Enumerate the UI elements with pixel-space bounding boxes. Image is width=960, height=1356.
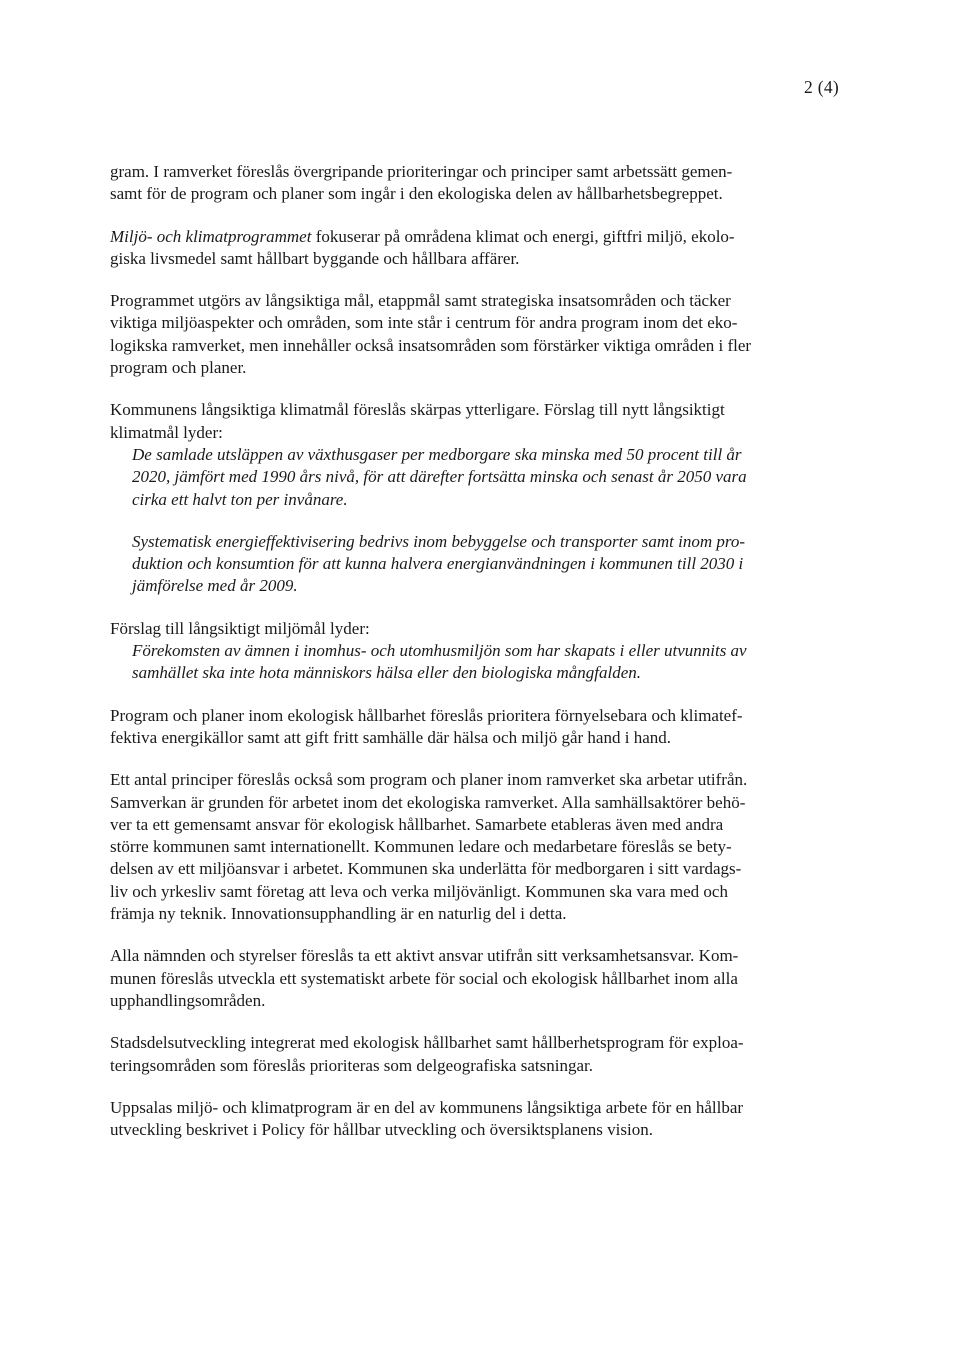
text-line: Samverkan är grunden för arbetet inom det ekologiska ramverket. Alla samhällsaktörer behö-	[110, 792, 746, 812]
text-line: Kommunens långsiktiga klimatmål föreslås skärpas ytterligare. Förslag till nytt långsiktigt	[110, 400, 725, 420]
paragraph-principles	[110, 769, 842, 925]
document-body	[110, 161, 842, 1161]
text-line: teringsområden som föreslås prioriteras som delgeografiska satsningar.	[110, 1055, 593, 1075]
quote-line: duktion och konsumtion för att kunna halvera energianvändningen i kommunen till 2030 i	[132, 554, 744, 574]
quote-line: 2020, jämfört med 1990 års nivå, för att därefter fortsätta minska och senast år 2050 vara	[132, 467, 747, 487]
quote-line: Systematisk energieffektivisering bedrivs inom bebyggelse och transporter samt inom pro-	[132, 531, 745, 551]
text-line: klimatmål lyder:	[110, 422, 223, 442]
page-number: 2 (4)	[803, 77, 839, 97]
text-line: Alla nämnden och styrelser föreslås ta ett aktivt ansvar utifrån sitt verksamhetsansvar. Kom-	[110, 946, 739, 966]
text-line: Stadsdelsutveckling integrerat med ekologisk hållbarhet samt hållberhetsprogram för exploa-	[110, 1033, 744, 1053]
paragraph-district-development	[110, 1032, 842, 1077]
paragraph-program-focus	[110, 226, 842, 271]
text-line: fektiva energikällor samt att gift fritt samhälle där hälsa och miljö går hand i hand.	[110, 727, 671, 747]
paragraph-program-structure	[110, 290, 842, 379]
text-line: ver ta ett gemensamt ansvar för ekologisk hållbarhet. Samarbete etableras även med andra	[110, 814, 724, 834]
paragraph-responsibility	[110, 945, 842, 1012]
text-line: logikska ramverket, men innehåller också insatsområden som förstärker viktiga områden i fler	[110, 335, 752, 355]
text-line: giska livsmedel samt hållbart byggande och hållbara affärer.	[110, 248, 520, 268]
paragraph-energy-sources	[110, 705, 842, 750]
text-line: delsen av ett miljöansvar i arbetet. Kommunen ska underlätta för medborgaren i sitt vardags-	[110, 859, 742, 879]
paragraph-environment-goal	[110, 618, 842, 685]
quote-line: jämförelse med år 2009.	[132, 576, 298, 596]
paragraph-intro-continuation	[110, 161, 842, 206]
text-line: munen föreslås utveckla ett systematiskt arbete för social och ekologisk hållbarhet inom alla	[110, 968, 738, 988]
paragraph-climate-goal	[110, 399, 842, 510]
text-line: samt för de program och planer som ingår i den ekologiska delen av hållbarhetsbegreppet.	[110, 184, 723, 204]
text-line	[110, 226, 842, 248]
quote-line: samhället ska inte hota människors hälsa eller den biologiska mångfalden.	[132, 663, 642, 683]
paragraph-energy-efficiency	[110, 531, 842, 598]
text-fragment: fokuserar på områdena klimat och energi, giftfri miljö, ekolo-	[311, 226, 735, 246]
text-line: Uppsalas miljö- och klimatprogram är en del av kommunens långsiktiga arbete för en hållbar	[110, 1097, 744, 1117]
environment-goal-quote	[132, 640, 842, 685]
paragraph-uppsala-program	[110, 1097, 842, 1142]
energy-efficiency-quote	[132, 531, 842, 598]
quote-line: cirka ett halvt ton per invånare.	[132, 489, 348, 509]
text-line: upphandlingsområden.	[110, 990, 266, 1010]
text-line: liv och yrkesliv samt företag att leva och verka miljövänligt. Kommunen ska vara med och	[110, 881, 728, 901]
text-line: Förslag till långsiktigt miljömål lyder:	[110, 618, 370, 638]
text-line: Program och planer inom ekologisk hållbarhet föreslås prioritera förnyelsebara och klimatef-	[110, 705, 743, 725]
quote-line: Förekomsten av ämnen i inomhus- och utomhusmiljön som har skapats i eller utvunnits av	[132, 641, 747, 661]
text-line: program och planer.	[110, 358, 247, 378]
text-line: gram. I ramverket föreslås övergripande prioriteringar och principer samt arbetssätt gemen-	[110, 162, 733, 181]
text-line: utveckling beskrivet i Policy för hållbar utveckling och översiktsplanens vision.	[110, 1120, 653, 1140]
program-name-italic: Miljö- och klimatprogrammet	[110, 226, 312, 246]
text-line: Ett antal principer föreslås också som program och planer inom ramverket ska arbetar utifrån.	[110, 770, 748, 790]
text-line: Programmet utgörs av långsiktiga mål, etappmål samt strategiska insatsområden och täcker	[110, 291, 731, 311]
text-line: större kommunen samt internationellt. Kommunen ledare och medarbetare föreslås se bety-	[110, 837, 732, 857]
text-line: främja ny teknik. Innovationsupphandling är en naturlig del i detta.	[110, 904, 567, 924]
climate-goal-quote	[132, 444, 842, 511]
text-line: viktiga miljöaspekter och områden, som inte står i centrum för andra program inom det eko-	[110, 313, 738, 333]
quote-line: De samlade utsläppen av växthusgaser per medborgare ska minska med 50 procent till år	[132, 444, 742, 464]
